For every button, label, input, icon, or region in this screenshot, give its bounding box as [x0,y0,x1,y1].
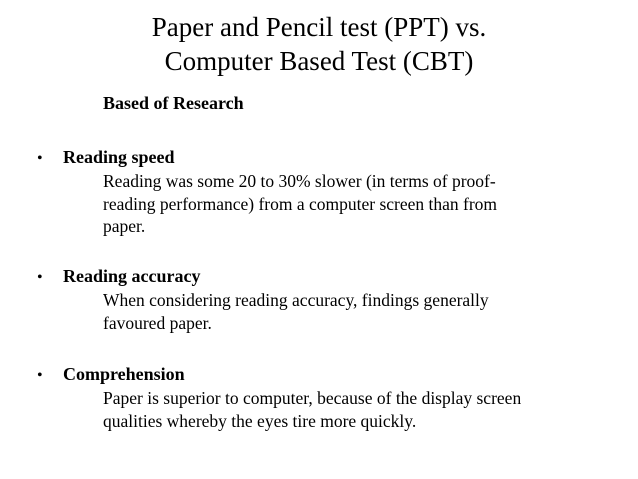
title-line-2: Computer Based Test (CBT) [164,46,474,76]
body-line: paper. [103,216,146,236]
bullet-line [37,363,185,387]
body-line: qualities whereby the eyes tire more quickly. [103,410,417,431]
bullet-heading: Reading speed [63,147,175,167]
bullet-body [103,170,583,238]
body-line: favoured paper. [103,312,212,333]
bullet-body [103,387,583,432]
body-line: When considering reading accuracy, findings generally [103,290,489,310]
subheading: Based of Research [103,93,244,113]
slide-title [0,10,638,78]
bullet-line [37,146,175,170]
body-line: Paper is superior to computer, because of the display screen [103,388,522,408]
bullet-icon: • [37,150,43,167]
body-line: reading performance) from a computer screen than from [103,193,498,214]
bullet-icon: • [37,367,43,384]
body-line: Reading was some 20 to 30% slower (in terms of proof- [103,171,496,191]
bullet-heading: Comprehension [63,364,185,384]
bullet-heading: Reading accuracy [63,266,201,286]
bullet-icon: • [37,269,43,286]
bullet-line [37,265,200,289]
title-line-1: Paper and Pencil test (PPT) vs. [151,12,487,42]
bullet-body [103,289,583,334]
